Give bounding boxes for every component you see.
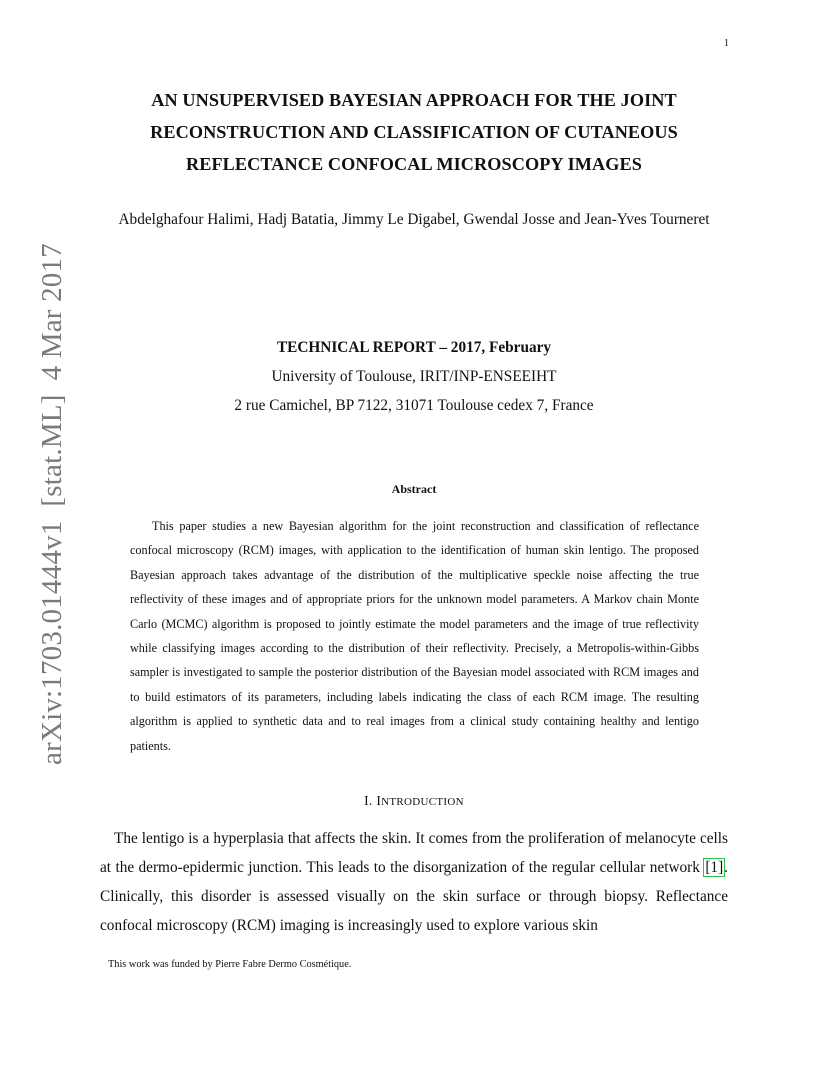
arxiv-date: 4 Mar 2017	[36, 243, 68, 381]
paper-title	[100, 84, 728, 180]
funding-footnote: This work was funded by Pierre Fabre Dermo Cosmétique.	[108, 959, 352, 970]
citation-link[interactable]: [1]	[705, 859, 724, 876]
report-title: TECHNICAL REPORT – 2017, February	[276, 339, 552, 356]
section-initial: I	[376, 793, 382, 808]
author-list: Abdelghafour Halimi, Hadj Batatia, Jimmy Le Digabel, Gwendal Josse and Jean-Yves Tourneret	[118, 211, 710, 228]
introduction-paragraph	[100, 824, 728, 940]
section-numeral: I.	[364, 793, 373, 808]
title-line-2: RECONSTRUCTION AND CLASSIFICATION OF CUTANEOUS	[150, 122, 678, 142]
arxiv-id: arXiv:1703.01444v1	[36, 520, 68, 765]
report-info	[100, 333, 728, 420]
report-institution: University of Toulouse, IRIT/INP-ENSEEIHT	[271, 368, 557, 385]
intro-text-2: . Clinically, this disorder is assessed visually on the skin surface or through biopsy. Reflectance confocal microscopy (RCM) imaging is increasingly used to explore various skin	[100, 859, 728, 934]
arxiv-category: [stat.ML]	[36, 394, 68, 507]
page-number: 1	[724, 38, 729, 49]
title-line-3: REFLECTANCE CONFOCAL MICROSCOPY IMAGES	[186, 154, 642, 174]
abstract-text: This paper studies a new Bayesian algorithm for the joint reconstruction and classification of reflectance confocal microscopy (RCM) images, with application to the identification of human skin lentigo. The proposed Bayesian approach takes advantage of the distribution of the multiplicative speckle noise affecting the true reflectivity of these images and of appropriate priors for the unknown model parameters. A Markov chain Monte Carlo (MCMC) algorithm is proposed to jointly estimate the model parameters and the image of true reflectivity while classifying images according to the distribution of their reflectivity. Precisely, a Metropolis-within-Gibbs sampler is investigated to sample the posterior distribution of the Bayesian model associated with RCM images and to build estimators of its parameters, including labels indicating the class of each RCM image. The resulting algorithm is applied to synthetic data and to real images from a clinical study containing healthy and lentigo patients.	[130, 519, 699, 753]
intro-text-1: The lentigo is a hyperplasia that affects the skin. It comes from the proliferation of melanocyte cells at the dermo-epidermic junction. This leads to the disorganization of the regular cellular network	[100, 830, 728, 876]
section-title-rest: NTRODUCTION	[381, 796, 464, 808]
abstract-heading: Abstract	[391, 482, 437, 496]
report-address: 2 rue Camichel, BP 7122, 31071 Toulouse cedex 7, France	[234, 397, 594, 414]
section-heading	[100, 793, 728, 809]
arxiv-stamp	[36, 229, 69, 765]
title-line-1: AN UNSUPERVISED BAYESIAN APPROACH FOR THE JOINT	[151, 90, 677, 110]
